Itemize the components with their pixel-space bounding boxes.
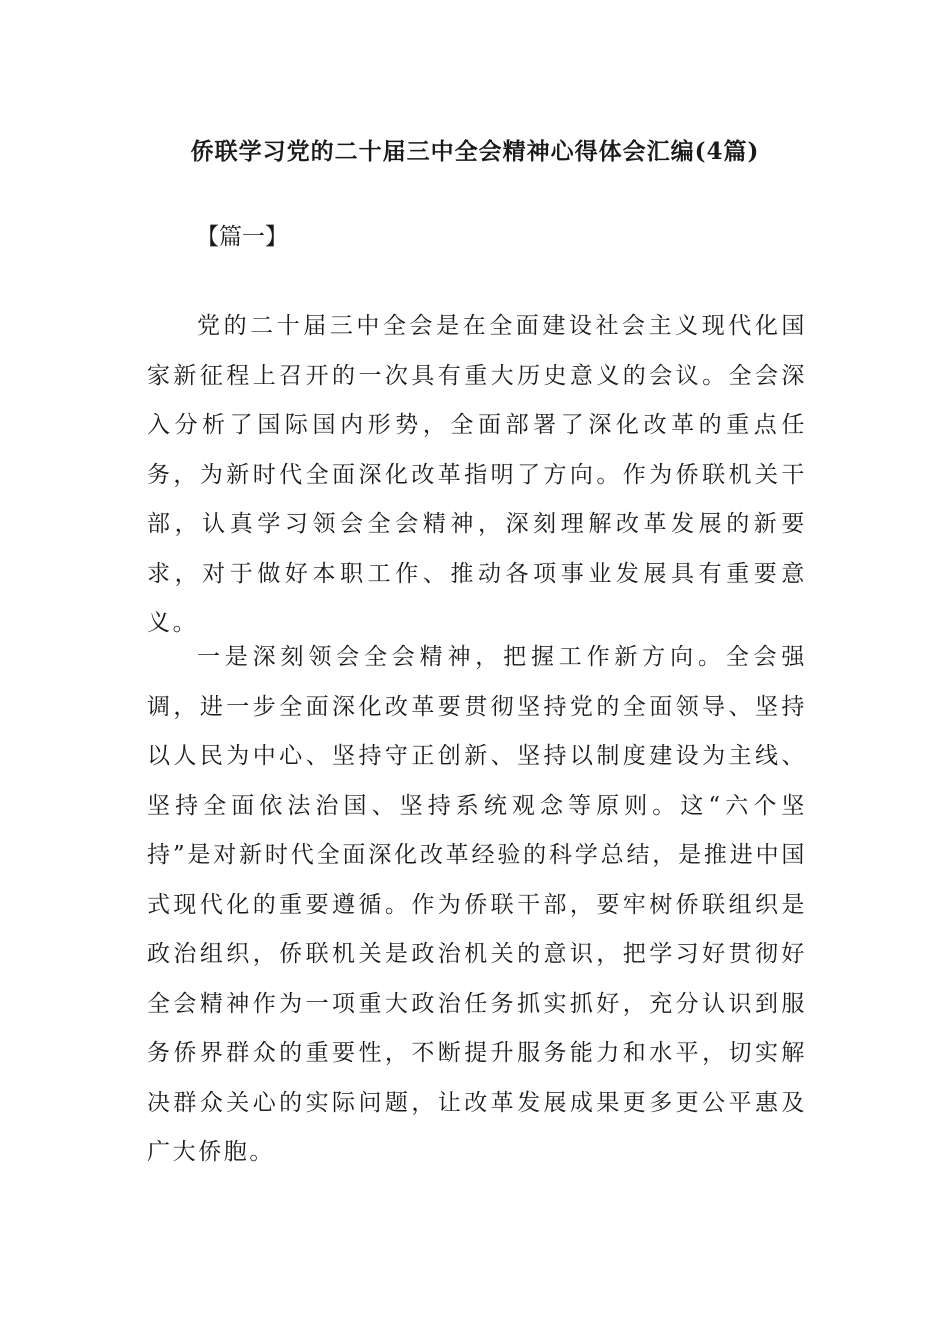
- body-paragraph: 一是深刻领会全会精神，把握工作新方向。全会强调，进一步全面深化改革要贯彻坚持党的全面领导、坚持以人民为中心、坚持守正创新、坚持以制度建设为主线、坚持全面依法治国、坚持系统观念等原则。这“六个坚持”是对新时代全面深化改革经验的科学总结，是推进中国式现代化的重要遵循。作为侨联干部，要牢树侨联组织是政治组织，侨联机关是政治机关的意识，把学习好贯彻好全会精神作为一项重大政治任务抓实抓好，充分认识到服务侨界群众的重要性，不断提升服务能力和水平，切实解决群众关心的实际问题，让改革发展成果更多更公平惠及广大侨胞。: [147, 644, 807, 1165]
- section-heading: 【篇一】: [196, 224, 288, 250]
- body-paragraph: 党的二十届三中全会是在全面建设社会主义现代化国家新征程上召开的一次具有重大历史意义的会议。全会深入分析了国际国内形势，全面部署了深化改革的重点任务，为新时代全面深化改革指明了方向。作为侨联机关干部，认真学习领会全会精神，深刻理解改革发展的新要求，对于做好本职工作、推动各项事业发展具有重要意义。: [147, 313, 807, 636]
- document-title: 侨联学习党的二十届三中全会精神心得体会汇编(4篇): [190, 138, 760, 165]
